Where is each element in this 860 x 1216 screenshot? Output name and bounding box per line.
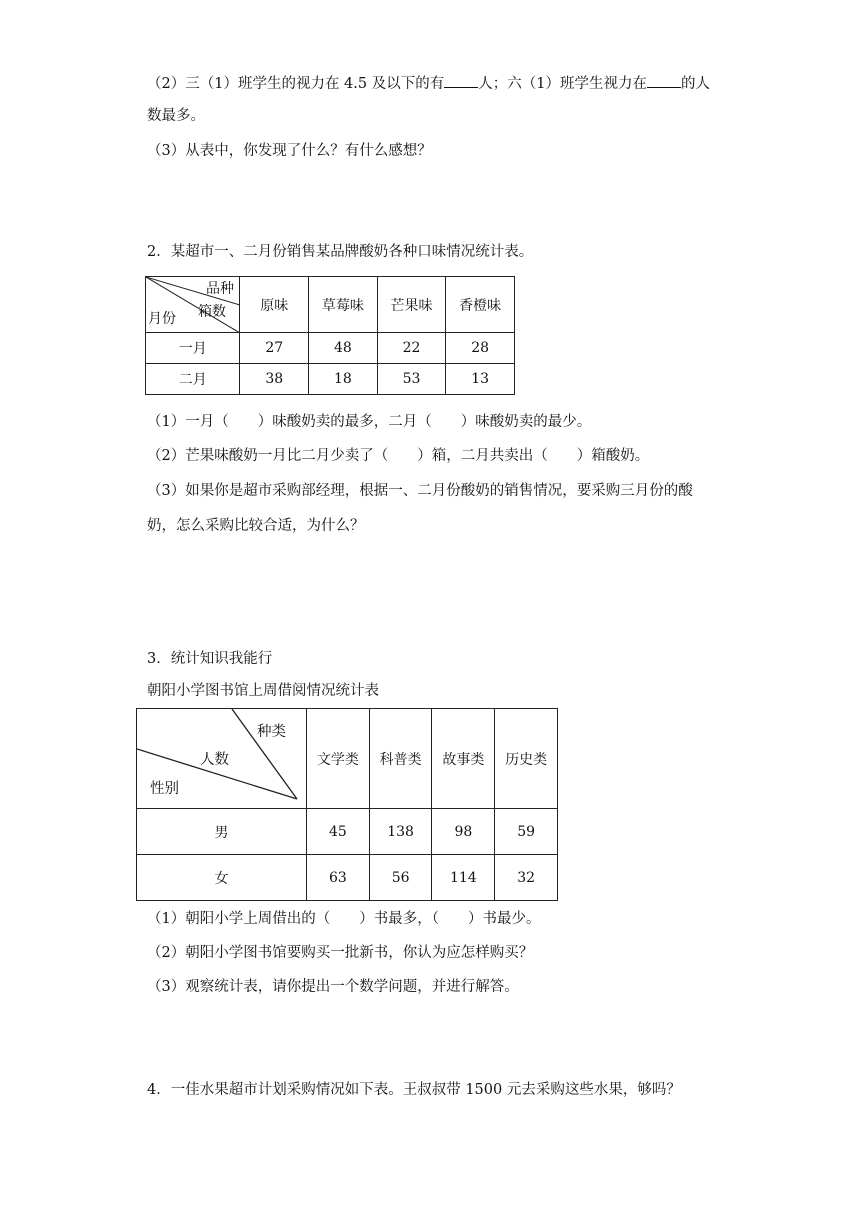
q1-part2-line1 (147, 73, 710, 94)
q1-part2-text-b: 人；六（1）班学生视力在 (478, 76, 647, 92)
corner-label-top: 品种 (206, 281, 234, 297)
table-cell: 53 (377, 364, 446, 395)
corner-label-mid: 箱数 (198, 304, 226, 320)
row-label: 二月 (146, 364, 240, 395)
table-cell: 56 (369, 855, 432, 901)
table-header-cell: 故事类 (432, 709, 495, 809)
table-cell: 59 (495, 809, 558, 855)
table-header-cell: 原味 (240, 277, 309, 333)
table-cell: 18 (309, 364, 378, 395)
table-cell: 45 (307, 809, 370, 855)
table-cell: 28 (446, 333, 515, 364)
row-label: 一月 (146, 333, 240, 364)
corner-label-mid: 人数 (200, 752, 229, 768)
table-cell: 48 (309, 333, 378, 364)
corner-label-bottom: 月份 (148, 311, 176, 327)
q3-table-caption: 朝阳小学图书馆上周借阅情况统计表 (147, 683, 379, 699)
table-row (146, 364, 515, 395)
q4-title: 4．一佳水果超市计划采购情况如下表。王叔叔带 1500 元去采购这些水果，够吗？ (147, 1082, 681, 1098)
table-header-cell: 科普类 (369, 709, 432, 809)
table-header-cell: 历史类 (495, 709, 558, 809)
table-row (137, 809, 558, 855)
q3-part2: （2）朝阳小学图书馆要购买一批新书，你认为应怎样购买？ (147, 945, 534, 961)
table-header-row (137, 709, 558, 809)
q2-table (145, 276, 515, 395)
corner-label-bottom: 性别 (150, 781, 179, 797)
table-cell: 114 (432, 855, 495, 901)
table-row (146, 333, 515, 364)
answer-blank[interactable] (444, 73, 478, 88)
row-label: 女 (137, 855, 307, 901)
q3-part3: （3）观察统计表，请你提出一个数学问题，并进行解答。 (147, 979, 519, 995)
answer-blank[interactable] (647, 73, 681, 88)
table-header-cell: 草莓味 (309, 277, 378, 333)
table-corner-cell (146, 277, 240, 333)
table-cell: 138 (369, 809, 432, 855)
table-header-cell: 文学类 (307, 709, 370, 809)
corner-label-top: 种类 (257, 724, 286, 740)
q1-part2-text-c: 的人 (680, 76, 710, 92)
table-cell: 32 (495, 855, 558, 901)
table-cell: 27 (240, 333, 309, 364)
row-label: 男 (137, 809, 307, 855)
q2-part1: （1）一月（ ）味酸奶卖的最多，二月（ ）味酸奶卖的最少。 (147, 414, 592, 430)
q2-title: 2．某超市一、二月份销售某品牌酸奶各种口味情况统计表。 (147, 244, 534, 260)
table-cell: 22 (377, 333, 446, 364)
q3-table (136, 708, 558, 901)
q2-part3-line2: 奶，怎么采购比较合适，为什么？ (147, 518, 365, 534)
table-corner-cell (137, 709, 307, 809)
q1-part3: （3）从表中，你发现了什么？有什么感想？ (147, 143, 432, 159)
table-header-row (146, 277, 515, 333)
table-header-cell: 芒果味 (377, 277, 446, 333)
table-cell: 98 (432, 809, 495, 855)
table-row (137, 855, 558, 901)
q2-part2: （2）芒果味酸奶一月比二月少卖了（ ）箱，二月共卖出（ ）箱酸奶。 (147, 448, 650, 464)
table-cell: 13 (446, 364, 515, 395)
table-cell: 38 (240, 364, 309, 395)
q2-part3-line1: （3）如果你是超市采购部经理，根据一、二月份酸奶的销售情况，要采购三月份的酸 (147, 483, 693, 499)
table-cell: 63 (307, 855, 370, 901)
table-header-cell: 香橙味 (446, 277, 515, 333)
q3-part1: （1）朝阳小学上周借出的（ ）书最多，（ ）书最少。 (147, 911, 541, 927)
q3-title: 3．统计知识我能行 (147, 651, 273, 667)
q1-part2-line2: 数最多。 (147, 108, 205, 124)
q1-part2-text-a: （2）三（1）班学生的视力在 4.5 及以下的有 (147, 76, 445, 92)
